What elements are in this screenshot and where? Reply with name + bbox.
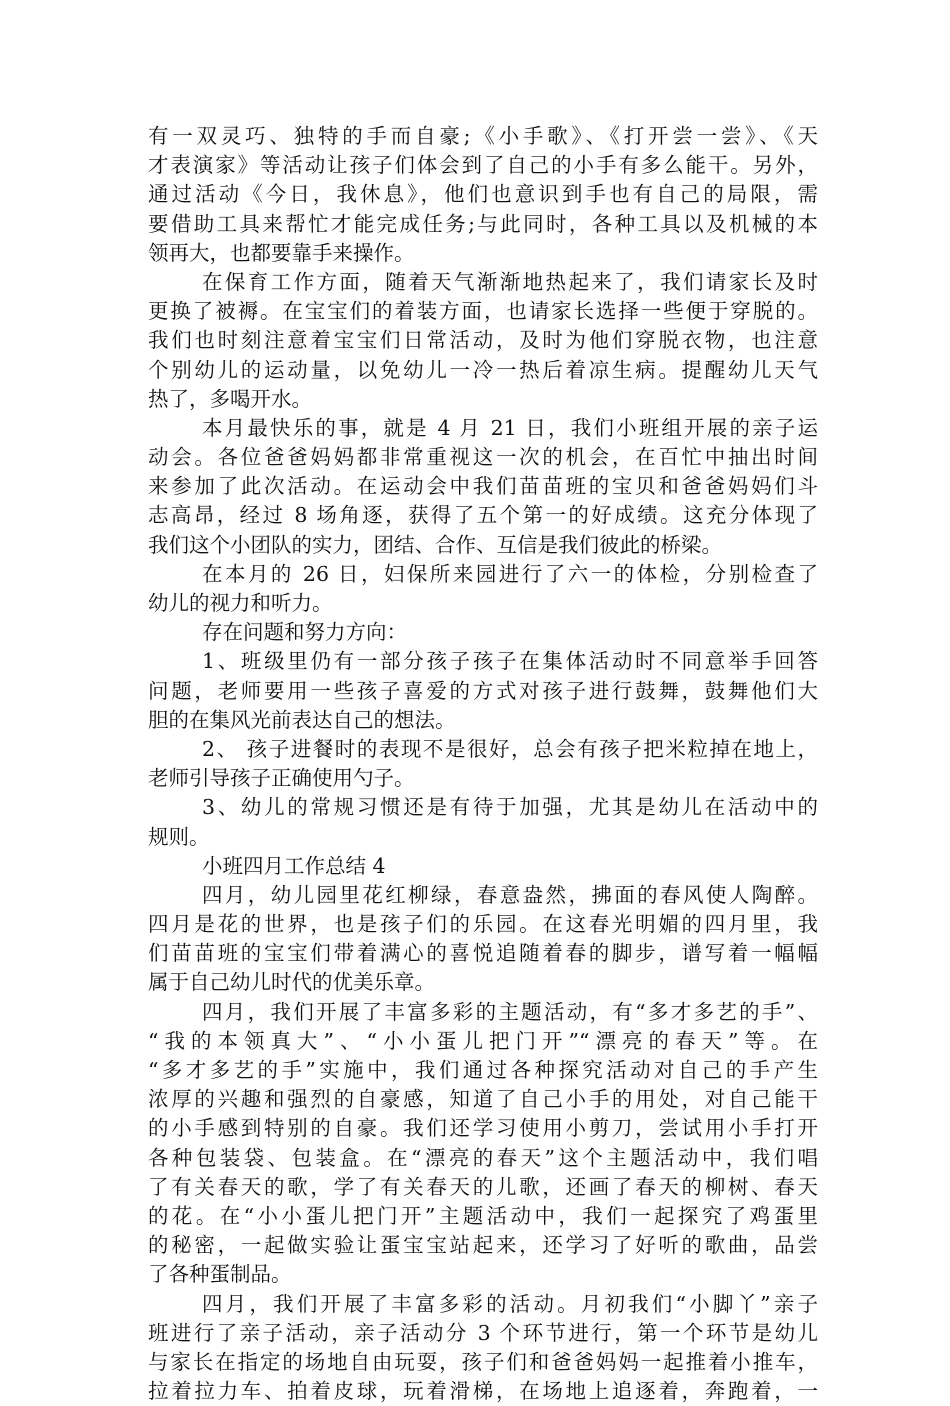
text-line: 属于自己幼儿时代的优美乐章。 xyxy=(148,970,435,995)
text-line: 志高昂，经过 8 场角逐，获得了五个第一的好成绩。这充分体现了 xyxy=(148,503,818,528)
text-line: 我们这个小团队的实力，团结、合作、互信是我们彼此的桥梁。 xyxy=(148,532,722,557)
text-line: 四月，幼儿园里花红柳绿，春意盎然，拂面的春风使人陶醉。 xyxy=(202,882,818,907)
text-line: 小班四月工作总结 4 xyxy=(202,853,386,878)
text-line: 四月是花的世界，也是孩子们的乐园。在这春光明媚的四月里，我 xyxy=(148,912,818,937)
text-line: 领再大，也都要靠手来操作。 xyxy=(148,240,415,265)
text-line: 胆的在集风光前表达自己的想法。 xyxy=(148,707,456,732)
text-line: 在本月的 26 日，妇保所来园进行了六一的体检，分别检查了 xyxy=(202,561,818,586)
text-line: 我们也时刻注意着宝宝们日常活动，及时为他们穿脱衣物，也注意 xyxy=(148,328,818,353)
text-line: 了有关春天的歌，学了有关春天的儿歌，还画了春天的柳树、春天 xyxy=(148,1174,818,1199)
text-line: “多才多艺的手”实施中，我们通过各种探究活动对自己的手产生 xyxy=(148,1058,818,1082)
text-line: 的小手感到特别的自豪。我们还学习使用小剪刀，尝试用小手打开 xyxy=(148,1116,818,1141)
text-line: 本月最快乐的事，就是 4 月 21 日，我们小班组开展的亲子运 xyxy=(202,415,818,440)
text-line: 问题，老师要用一些孩子喜爱的方式对孩子进行鼓舞，鼓舞他们大 xyxy=(148,678,818,703)
text-line: 老师引导孩子正确使用勺子。 xyxy=(148,766,415,791)
text-line: 来参加了此次活动。在运动会中我们苗苗班的宝贝和爸爸妈妈们斗 xyxy=(148,474,818,499)
text-line: 有一双灵巧、独特的手而自豪;《小手歌》、《打开尝一尝》、《天 xyxy=(148,124,818,148)
text-line: 1、班级里仍有一部分孩子孩子在集体活动时不同意举手回答 xyxy=(202,649,818,674)
text-line: 在保育工作方面，随着天气渐渐地热起来了，我们请家长及时 xyxy=(202,269,818,294)
text-line: “我的本领真大”、“小小蛋儿把门开”“漂亮的春天”等。在 xyxy=(148,1028,818,1053)
text-line: 2、 孩子进餐时的表现不是很好，总会有孩子把米粒掉在地上， xyxy=(202,736,818,761)
text-line: 班进行了亲子活动，亲子活动分 3 个环节进行，第一个环节是幼儿 xyxy=(148,1320,818,1345)
text-line: 各种包装袋、包装盒。在“漂亮的春天”这个主题活动中，我们唱 xyxy=(148,1145,818,1170)
text-line: 的秘密，一起做实验让蛋宝宝站起来，还学习了好听的歌曲，品尝 xyxy=(148,1233,818,1258)
text-line: 了各种蛋制品。 xyxy=(148,1262,292,1287)
text-line: 才表演家》等活动让孩子们体会到了自己的小手有多么能干。另外， xyxy=(148,153,818,178)
text-line: 四月，我们开展了丰富多彩的主题活动，有“多才多艺的手”、 xyxy=(202,999,818,1024)
text-line: 更换了被褥。在宝宝们的着装方面，也请家长选择一些便于穿脱的。 xyxy=(148,299,818,324)
text-line: 热了，多喝开水。 xyxy=(148,386,312,411)
text-line: 要借助工具来帮忙才能完成任务;与此同时，各种工具以及机械的本 xyxy=(148,211,818,236)
text-line: 存在问题和努力方向： xyxy=(202,620,407,645)
text-line: 们苗苗班的宝宝们带着满心的喜悦追随着春的脚步，谱写着一幅幅 xyxy=(148,941,818,966)
text-line: 的花。在“小小蛋儿把门开”主题活动中，我们一起探究了鸡蛋里 xyxy=(148,1203,818,1228)
text-line: 规则。 xyxy=(148,824,210,849)
text-line: 浓厚的兴趣和强烈的自豪感，知道了自己小手的用处，对自己能干 xyxy=(148,1087,818,1112)
text-line: 幼儿的视力和听力。 xyxy=(148,591,333,615)
text-line: 拉着拉力车、拍着皮球，玩着滑梯，在场地上追逐着，奔跑着，一 xyxy=(148,1379,818,1404)
document-page xyxy=(148,122,818,1406)
text-line: 动会。各位爸爸妈妈都非常重视这一次的机会，在百忙中抽出时间 xyxy=(148,445,818,470)
text-line: 与家长在指定的场地自由玩耍，孩子们和爸爸妈妈一起推着小推车， xyxy=(148,1349,818,1374)
text-line: 3、幼儿的常规习惯还是有待于加强，尤其是幼儿在活动中的 xyxy=(202,795,818,820)
text-line: 四月，我们开展了丰富多彩的活动。月初我们“小脚丫”亲子 xyxy=(202,1291,818,1316)
text-line: 个别幼儿的运动量，以免幼儿一冷一热后着凉生病。提醒幼儿天气 xyxy=(148,357,818,382)
text-line: 通过活动《今日，我休息》，他们也意识到手也有自己的局限，需 xyxy=(148,182,818,207)
